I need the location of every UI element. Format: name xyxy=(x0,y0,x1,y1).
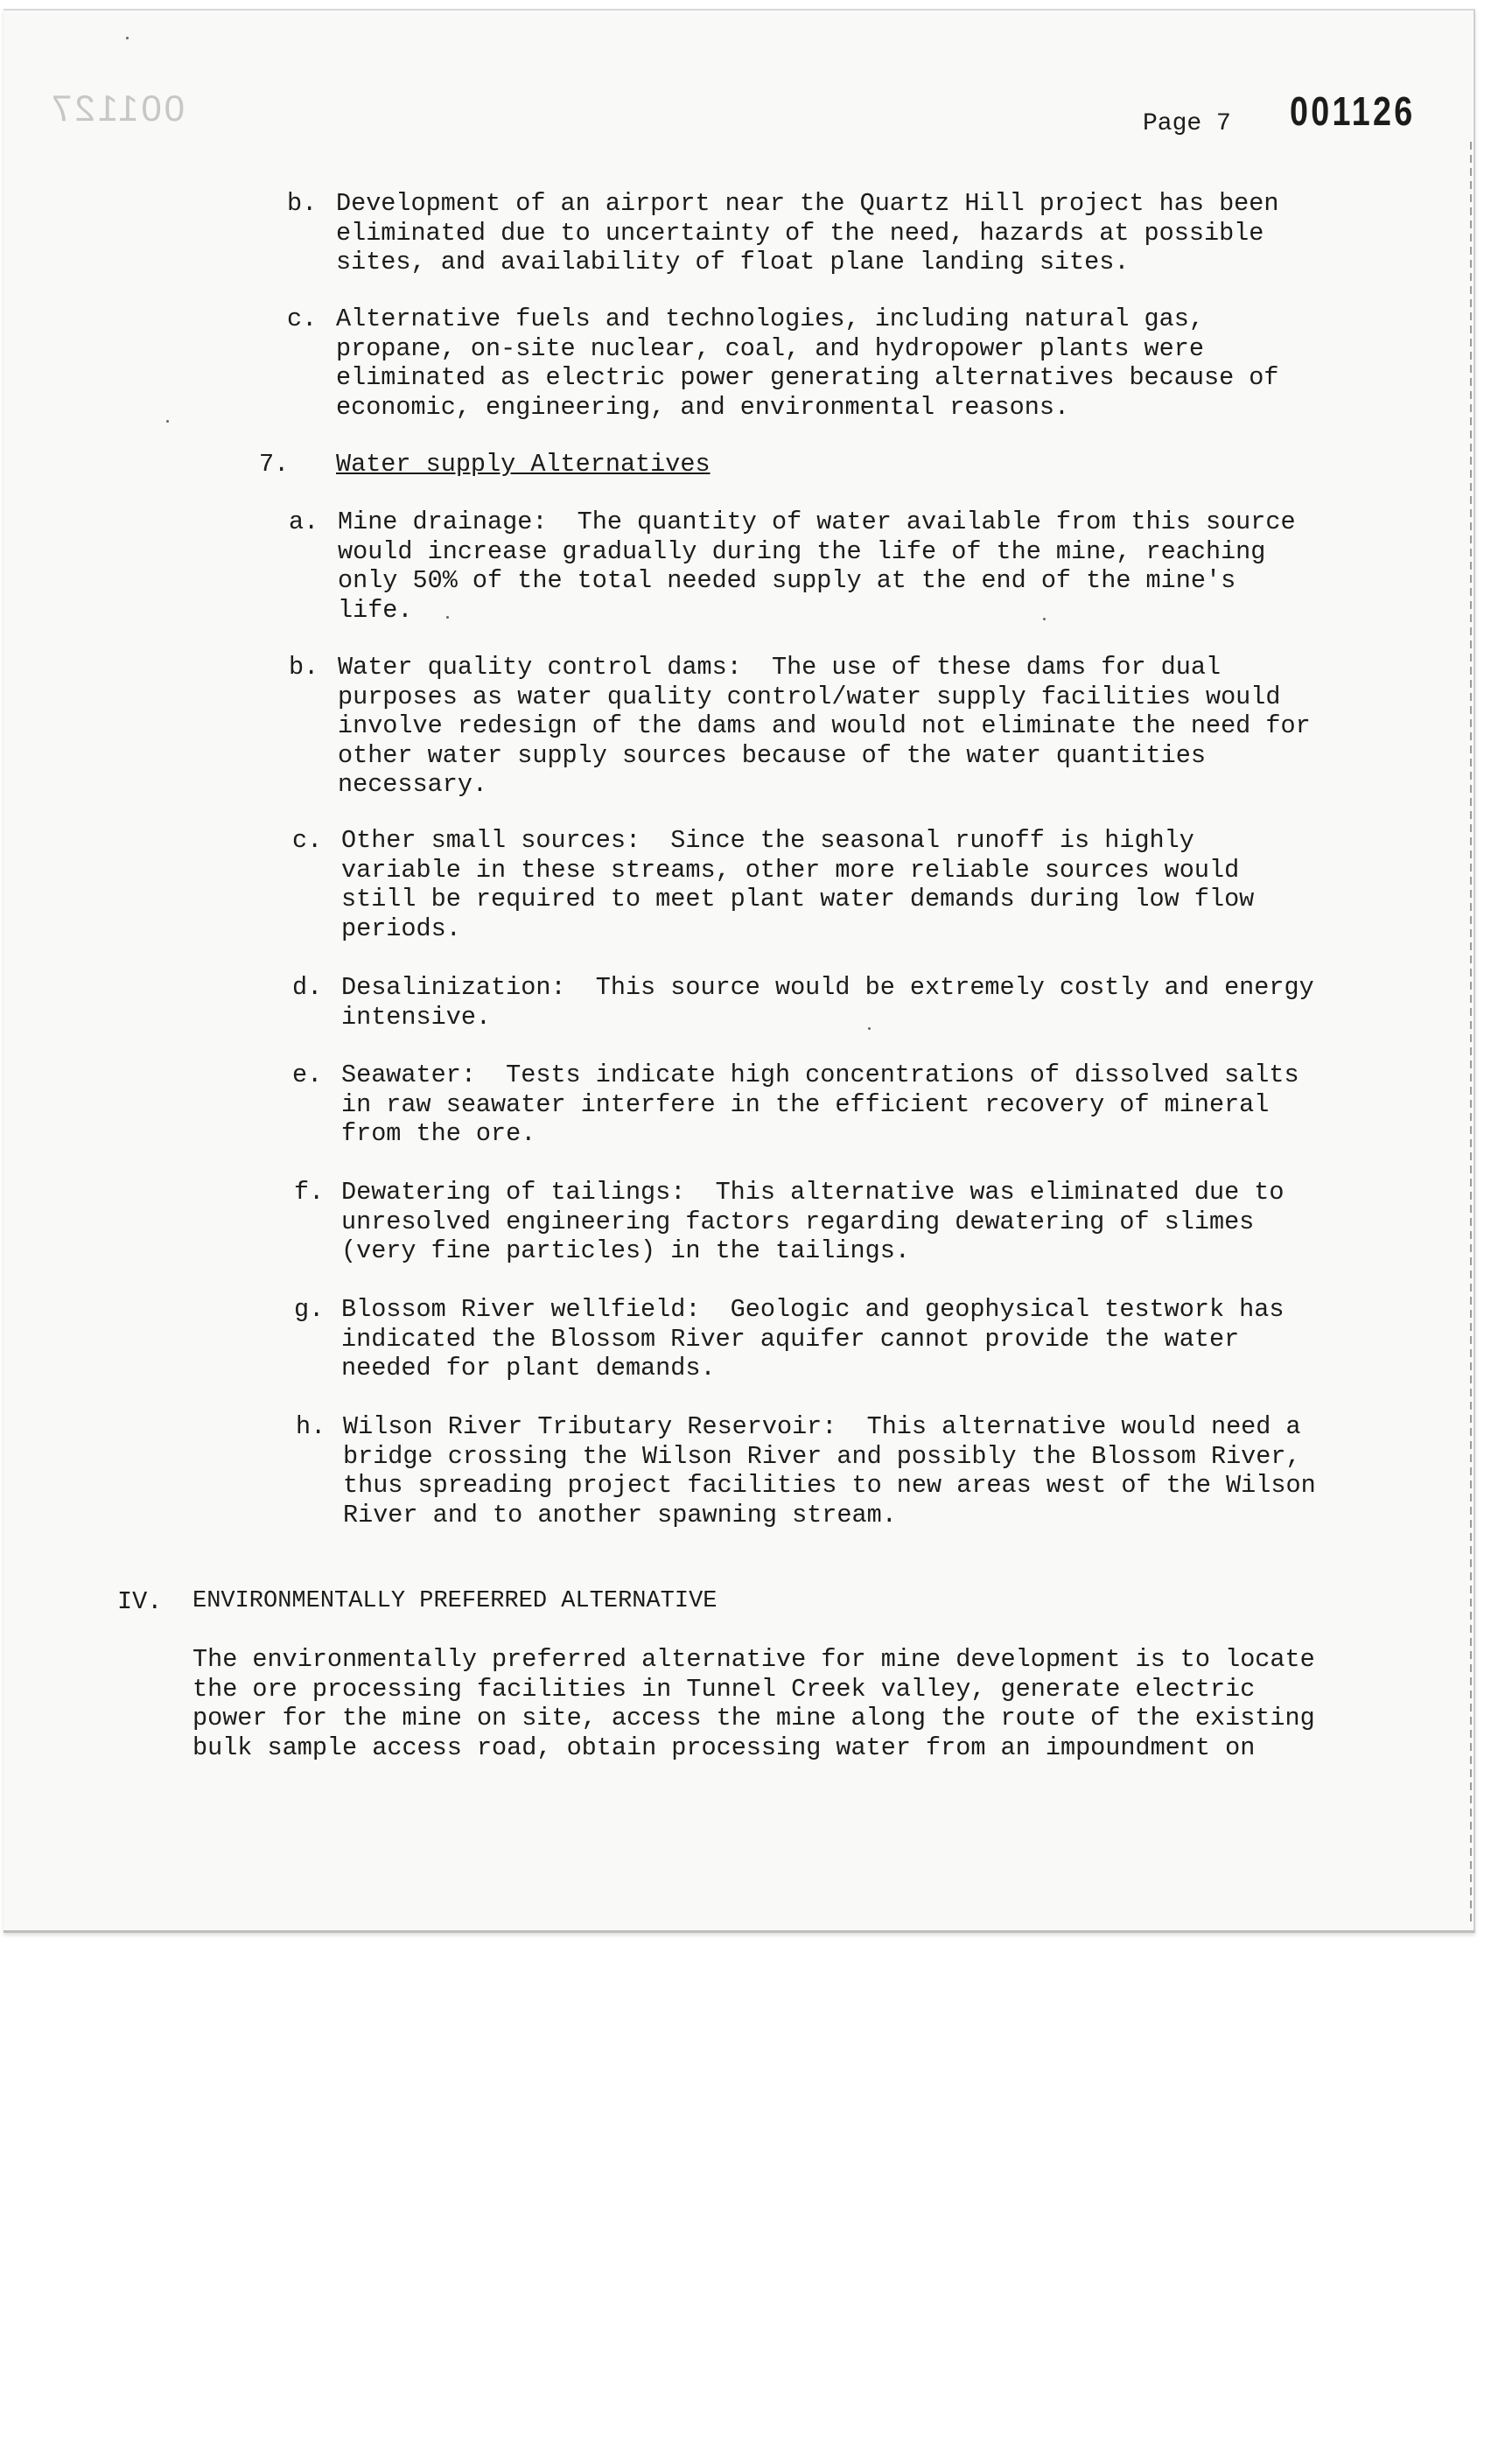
section-number: 7. xyxy=(259,450,290,479)
list-item-text: Development of an airport near the Quartz Hill project has been eliminated due to uncertainty of the need, hazards at possible sites, and availability of float plane landing sites. xyxy=(336,189,1279,276)
section-paragraph: The environmentally preferred alternative for mine development is to locate the ore processing facilities in Tunnel Creek valley, generate electric power for the mine on site, access the mine along the route of the existing bulk sample access road, obtain processing water from an impoundment on xyxy=(192,1645,1315,1762)
list-item-text: Desalinization: This source would be extremely costly and energy intensive. xyxy=(341,973,1314,1032)
list-item-text: Mine drainage: The quantity of water available from this source would increase gradually during the life of the mine, reaching only 50% of the total needed supply at the end of the mine's life. xyxy=(338,508,1296,625)
list-marker: a. xyxy=(289,508,319,536)
list-marker: g. xyxy=(294,1295,325,1324)
list-marker: h. xyxy=(296,1412,326,1441)
section-heading: ENVIRONMENTALLY PREFERRED ALTERNATIVE xyxy=(192,1588,718,1614)
list-item-text: Dewatering of tailings: This alternative was eliminated due to unresolved engineering factors regarding dewatering of slimes (very fine particles) in the tailings. xyxy=(341,1178,1284,1265)
scan-speck xyxy=(126,37,129,39)
list-marker: f. xyxy=(294,1178,325,1207)
list-marker: e. xyxy=(292,1060,323,1089)
list-item-text: Wilson River Tributary Reservoir: This alternative would need a bridge crossing the Wilson River and possibly the Blossom River, thus spreading project facilities to new areas west of the Wilson River and to another spawning stream. xyxy=(343,1412,1316,1530)
list-marker: c. xyxy=(287,304,318,333)
document-number-stamp: 001126 xyxy=(1290,88,1416,134)
list-item-text: Seawater: Tests indicate high concentrations of dissolved salts in raw seawater interfere in the efficient recovery of mineral from the ore. xyxy=(341,1060,1299,1148)
list-item-text: Alternative fuels and technologies, including natural gas, propane, on-site nuclear, coal, and hydropower plants were eliminated as electric power generating alternatives because of economic, engineering, and environmental reasons. xyxy=(336,304,1279,422)
page-number: Page 7 xyxy=(1143,110,1231,137)
list-item-text: Blossom River wellfield: Geologic and geophysical testwork has indicated the Blossom River aquifer cannot provide the water needed for plant demands. xyxy=(341,1295,1284,1382)
list-item-text: Other small sources: Since the seasonal runoff is highly variable in these streams, other more reliable sources would still be required to meet plant water demands during low flow periods. xyxy=(341,826,1255,943)
section-numeral: IV. xyxy=(117,1587,163,1616)
page-edge-rule xyxy=(1470,142,1472,1927)
bleed-through-stamp: 001127 xyxy=(49,88,186,129)
section-heading: Water supply Alternatives xyxy=(336,450,710,479)
list-marker: b. xyxy=(287,189,318,218)
list-marker: c. xyxy=(292,826,323,855)
list-marker: b. xyxy=(289,653,319,682)
list-item-text: Water quality control dams: The use of these dams for dual purposes as water quality control/water supply facilities would involve redesign of the dams and would not eliminate the need for other water supply sources because of the water quantities necessary. xyxy=(338,653,1311,799)
list-marker: d. xyxy=(292,973,323,1002)
scan-speck xyxy=(166,420,169,423)
